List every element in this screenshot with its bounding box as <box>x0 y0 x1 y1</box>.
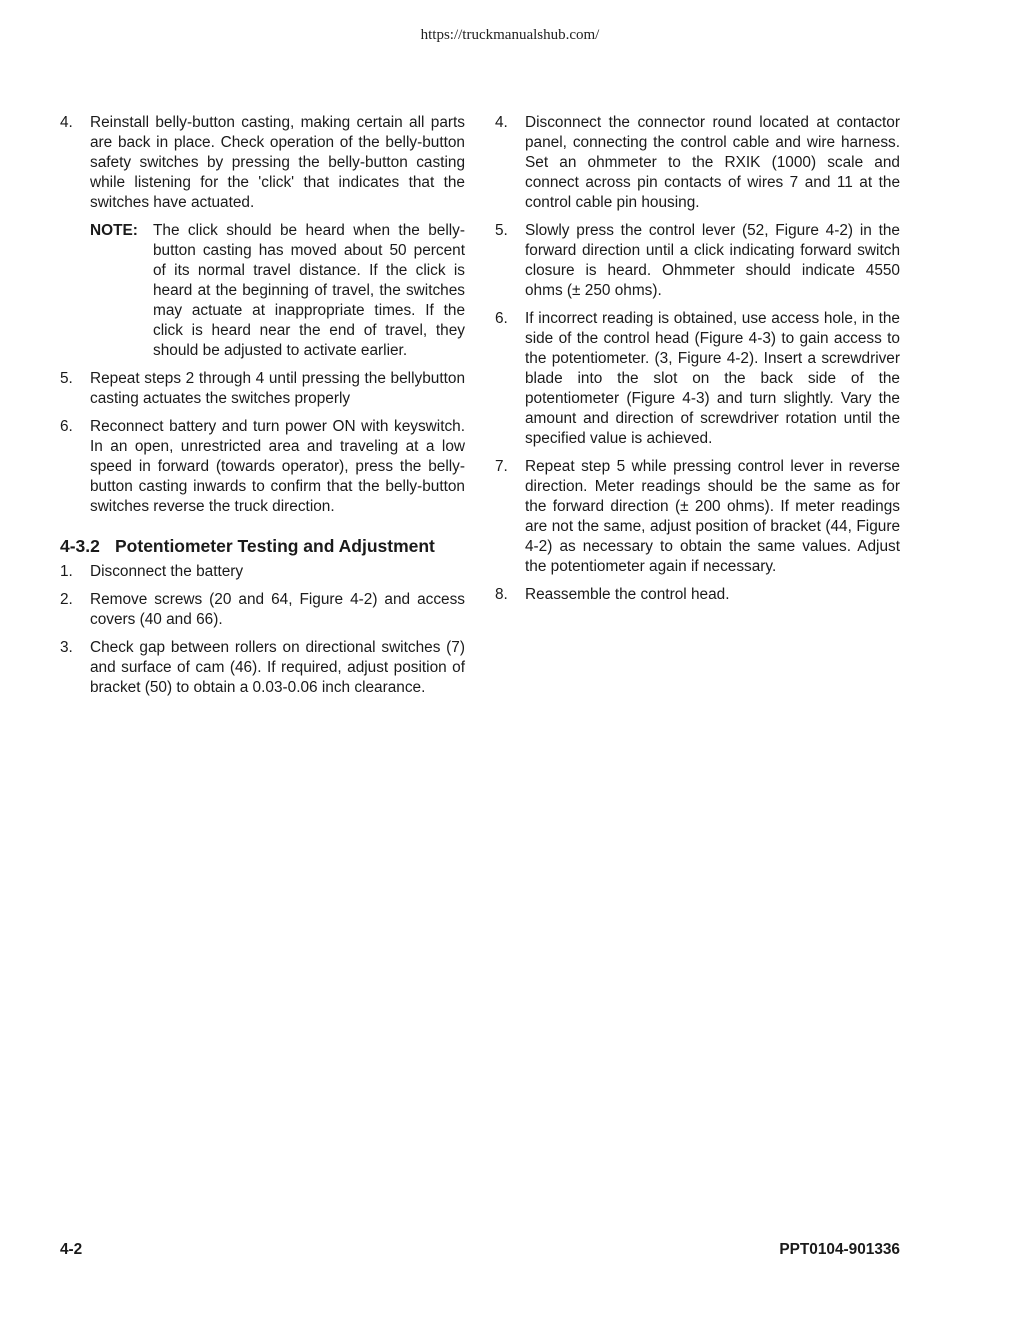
list-number: 3. <box>60 639 73 656</box>
document-id: PPT0104-901336 <box>779 1241 900 1258</box>
list-item <box>60 562 465 582</box>
section-heading <box>60 535 465 557</box>
list-number: 4. <box>495 114 508 131</box>
list-text: Slowly press the control lever (52, Figure 4-2) in the forward direction until a click indicating forward switch closure is heard. Ohmmeter should indicate 4550 ohms (± 250 ohms). <box>525 222 900 299</box>
list-text: Reinstall belly-button casting, making certain all parts are back in place. Check operation of the belly-button safety switches by pressing the belly-button casting while listening for the 'click' that indicates that the switches have actuated. <box>90 114 465 211</box>
left-column <box>60 113 465 706</box>
list-item <box>495 585 900 605</box>
note-block <box>90 221 465 361</box>
note-text: The click should be heard when the belly-button casting has moved about 50 percent of its normal travel distance. If the click is heard at the beginning of travel, the switches may actuate at inappropriate times. If the click is heard near the end of travel, they should be adjusted to activate earlier. <box>153 222 465 359</box>
list-text: Repeat step 5 while pressing control lever in reverse direction. Meter readings should be the same as for the forward direction (± 200 ohms). If meter readings are not the same, adjust position of bracket (44, Figure 4-2) as necessary to obtain the same values. Adjust the potentiometer again if necessary. <box>525 458 900 575</box>
list-number: 8. <box>495 586 508 603</box>
list-number: 4. <box>60 114 73 131</box>
list-item <box>60 369 465 409</box>
section-title: Potentiometer Testing and Adjustment <box>115 536 435 556</box>
list-number: 7. <box>495 458 508 475</box>
list-text: If incorrect reading is obtained, use access hole, in the side of the control head (Figure 4-3) to gain access to the potentiometer. (3, Figure 4-2). Insert a screwdriver blade into the slot on the back side of the potentiometer (Figure 4-3) and turn slightly. Vary the amount and direction of screwdriver rotation until the specified value is achieved. <box>525 310 900 447</box>
list-item <box>60 417 465 517</box>
list-item <box>495 309 900 449</box>
list-item <box>495 457 900 577</box>
list-number: 6. <box>495 310 508 327</box>
list-text: Disconnect the battery <box>90 563 244 580</box>
list-number: 5. <box>495 222 508 239</box>
list-item <box>60 113 465 213</box>
section-number: 4-3.2 <box>60 536 100 556</box>
list-item <box>60 638 465 698</box>
list-number: 2. <box>60 591 73 608</box>
list-text: Reconnect battery and turn power ON with keyswitch. In an open, unrestricted area and traveling at a low speed in forward (towards operator), press the belly-button casting inwards to confirm that the belly-button switches reverse the truck direction. <box>90 418 465 515</box>
source-url: https://truckmanualshub.com/ <box>420 27 600 43</box>
list-item <box>60 590 465 630</box>
list-text: Check gap between rollers on directional switches (7) and surface of cam (46). If required, adjust position of bracket (50) to obtain a 0.03-0.06 inch clearance. <box>90 639 465 696</box>
right-column <box>495 113 900 613</box>
page-number: 4-2 <box>60 1241 83 1258</box>
list-item <box>495 113 900 213</box>
list-item <box>495 221 900 301</box>
list-text: Repeat steps 2 through 4 until pressing the bellybutton casting actuates the switches properly <box>90 370 465 407</box>
list-number: 5. <box>60 370 73 387</box>
list-number: 1. <box>60 563 73 580</box>
list-text: Remove screws (20 and 64, Figure 4-2) and access covers (40 and 66). <box>90 591 465 628</box>
note-label: NOTE: <box>90 222 138 239</box>
list-number: 6. <box>60 418 73 435</box>
list-text: Reassemble the control head. <box>525 586 730 603</box>
list-text: Disconnect the connector round located at contactor panel, connecting the control cable and wire harness. Set an ohmmeter to the RXIK (1000) scale and connect across pin contacts of wires 7 and 11 at the control cable pin housing. <box>525 114 900 211</box>
